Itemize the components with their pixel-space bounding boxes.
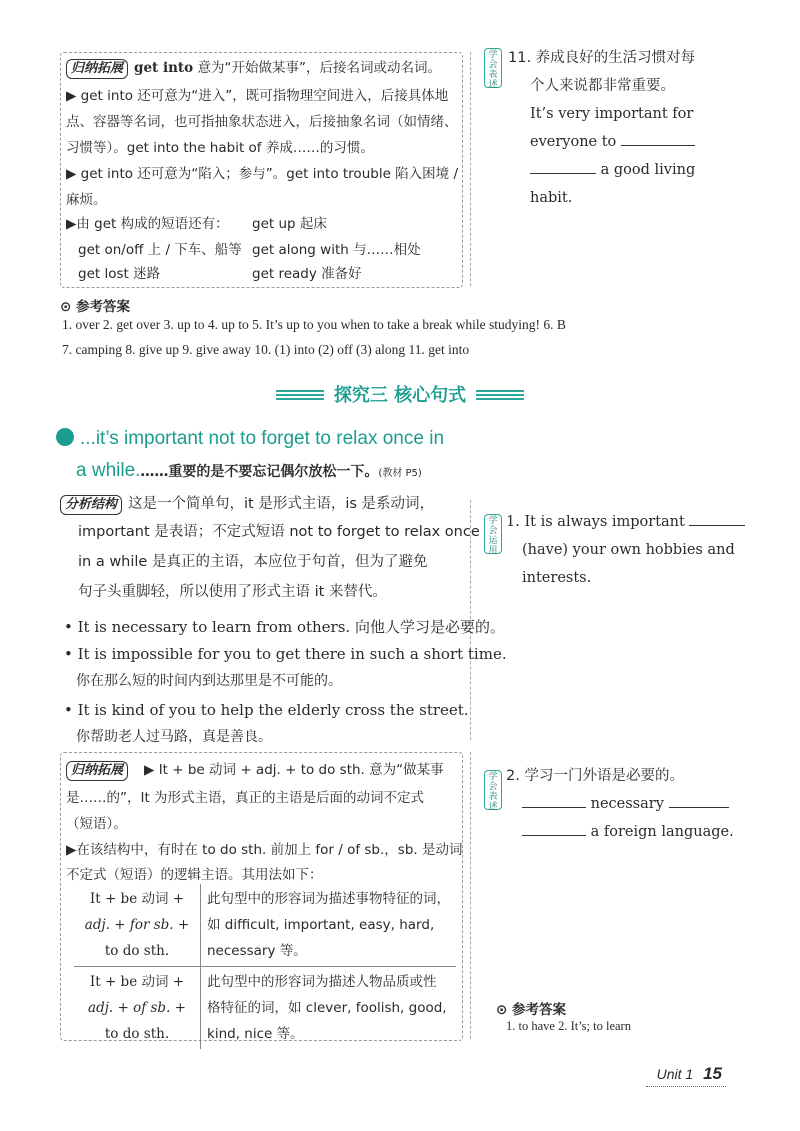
analysis-line3: in a while 是真正的主语，本应位于句首，但为了避免: [78, 554, 428, 570]
q2-line1: 2. 学习一门外语是必要的。: [506, 768, 684, 784]
box1-line3: 点、容器等名词，也可指抽象状态进入，后接抽象名词（如情绪、: [66, 114, 458, 130]
box1-line9a: get lost 迷路: [78, 266, 161, 282]
example-3b: 你帮助老人过马路，真是善良。: [76, 729, 272, 745]
q11-line4: [530, 128, 695, 156]
box1-tag: 归纳拓展: [66, 59, 128, 79]
answers2-heading-text: 参考答案: [512, 1002, 567, 1018]
row1-c2-l3: necessary 等。: [207, 943, 307, 959]
key-sentence-en1: ...it’s important not to forget to relax once in: [80, 428, 445, 449]
answers1-heading-text: 参考答案: [76, 299, 131, 315]
box2-line2: 是……的”，It 为形式主语，真正的主语是后面的动词不定式: [66, 790, 425, 806]
analysis-tag: 分析结构: [60, 495, 122, 515]
example-3a: • It is kind of you to help the elderly cross the street.: [64, 701, 469, 719]
box1-line1-rest: 意为“开始做某事”，后接名词或动名词。: [193, 60, 441, 76]
box1-line8b: get along with 与……相处: [252, 242, 421, 258]
row2-c2-l3: kind, nice 等。: [207, 1026, 304, 1042]
box1-line4: 习惯等）。get into the habit of 养成……的习惯。: [66, 140, 374, 156]
answers2-line1: 1. to have 2. It’s; to learn: [506, 1019, 631, 1033]
box1-line5: ▶ get into 还可意为“陷入；参与”。get into trouble 陷入困境 /: [66, 166, 459, 182]
footer-unit: Unit 1: [656, 1066, 694, 1082]
example-1: • It is necessary to learn from others. 向他人学习是必要的。: [64, 618, 505, 636]
row2-c2-l2: 格特征的词，如 clever, foolish, good,: [207, 1000, 447, 1016]
row1-c2-l1: 此句型中的形容词为描述事物特征的词，: [207, 891, 450, 907]
row1-c1-l3: to do sth.: [104, 943, 170, 959]
section-title-text: 探究三 核心句式: [333, 385, 467, 406]
title-stripes-left-icon: [276, 390, 324, 402]
box2-line4: ▶在该结构中，有时在 to do sth. 前加上 for / of sb.，sb. 是动词: [66, 842, 463, 858]
q2-blank-2[interactable]: [669, 793, 729, 808]
box1-keyword: get into: [134, 60, 194, 76]
analysis-line4: 句子头重脚轻，所以使用了形式主语 it 来替代。: [78, 584, 387, 600]
box1-line2: ▶ get into 还可意为“进入”，既可指物理空间进入，后接具体地: [66, 88, 449, 104]
q11-line2: 个人来说都非常重要。: [530, 78, 675, 94]
analysis-text1: 这是一个简单句，it 是形式主语，is 是系动词，: [128, 496, 435, 512]
sentence-badge-icon: [56, 428, 74, 446]
answer-dot-icon: ⊙: [60, 299, 72, 315]
box2-line5: 不定式（短语）的逻辑主语。其用法如下：: [66, 867, 323, 883]
q11-line3: It’s very important for: [530, 106, 694, 122]
usage-table: [74, 884, 456, 1049]
q1-blank[interactable]: [689, 511, 745, 526]
key-sentence-en2: a while.: [76, 460, 141, 481]
box1-line9b: get ready 准备好: [252, 266, 362, 282]
box1-line7b: get up 起床: [252, 216, 327, 232]
example-2a: • It is impossible for you to get there in such a short time.: [64, 645, 507, 663]
row2-c1-l1: It + be 动词 +: [89, 974, 185, 990]
row2-c2-l1: 此句型中的形容词为描述人物品质或性: [207, 974, 437, 990]
q1-line3: interests.: [522, 570, 592, 586]
q2-line3: [522, 818, 734, 846]
answers1-line1: 1. over 2. get over 3. up to 4. up to 5. It’s up to you when to take a break while studying! 6. B: [62, 317, 566, 332]
page-footer: [657, 1064, 722, 1084]
q11-line4-text: everyone to: [530, 134, 617, 150]
title-stripes-right-icon: [476, 390, 524, 402]
box2-line3: （短语）。: [66, 816, 127, 832]
key-sentence-line2: [76, 460, 422, 482]
analysis-line1: [60, 492, 434, 516]
row1-c2-l2: 如 difficult, important, easy, hard,: [207, 917, 435, 933]
q2-blank-1[interactable]: [522, 793, 586, 808]
q11-line5-text: a good living: [600, 162, 696, 178]
box2-line1-text: ▶ It + be 动词 + adj. + to do sth. 意为“做某事: [144, 762, 444, 778]
section-title: [0, 381, 800, 407]
q1-line2: (have) your own hobbies and: [522, 542, 735, 558]
row1-c1-l1: It + be 动词 +: [89, 891, 185, 907]
box2-tag: 归纳拓展: [66, 761, 128, 781]
divider-q2: [470, 752, 471, 1039]
q11-line5: [530, 156, 695, 184]
q2-blank-3[interactable]: [522, 821, 586, 836]
answer-dot-icon-2: ⊙: [496, 1002, 508, 1018]
q11-line1: 11. 养成良好的生活习惯对每: [508, 50, 696, 66]
example-2b: 你在那么短的时间内到达那里是不可能的。: [76, 673, 342, 689]
q11-blank-1[interactable]: [621, 131, 695, 146]
learn-apply-icon: 学会运用: [484, 514, 502, 554]
box2-line1: [66, 760, 444, 781]
q1-line1: [506, 508, 745, 536]
key-sentence-cn: ……重要的是不要忘记偶尔放松一下。: [140, 464, 379, 480]
table-row: [74, 884, 456, 967]
box1-line6: 麻烦。: [66, 192, 107, 208]
answers1-heading: [60, 295, 130, 315]
table-row: [74, 967, 456, 1050]
footer-page: 15: [703, 1064, 722, 1083]
learn-express-icon-2: 学会表述: [484, 770, 502, 810]
key-sentence-line1: [56, 428, 444, 450]
row1-structure: [74, 884, 201, 967]
row2-c1-l2: adj. + of sb. +: [88, 1000, 186, 1016]
box1-line8a: get on/off 上 / 下车、船等: [78, 242, 242, 258]
q2-line3-text: a foreign language.: [590, 824, 734, 840]
analysis-line2: important 是表语；不定式短语 not to forget to relax once: [78, 524, 480, 540]
row2-description: [201, 967, 457, 1050]
learn-express-icon: 学会表述: [484, 48, 502, 88]
key-sentence-source: (教材 P5): [378, 468, 422, 479]
box1-line1: [66, 58, 441, 79]
q11-line6: habit.: [530, 190, 573, 206]
row1-c1-l2: adj. + for sb. +: [84, 917, 190, 933]
q2-line2: [522, 790, 729, 818]
row2-structure: [74, 967, 201, 1050]
row1-description: [201, 884, 457, 967]
q2-line2-text: necessary: [590, 796, 664, 812]
box1-line7a: ▶由 get 构成的短语还有：: [66, 216, 229, 232]
q11-blank-2[interactable]: [530, 159, 596, 174]
divider-q11: [470, 52, 471, 286]
row2-c1-l3: to do sth.: [104, 1026, 170, 1042]
answers1-line2: 7. camping 8. give up 9. give away 10. (1) into (2) off (3) along 11. get into: [62, 342, 470, 357]
footer-dotted-line: [646, 1086, 726, 1087]
q1-line1-text: 1. It is always important: [506, 514, 685, 530]
